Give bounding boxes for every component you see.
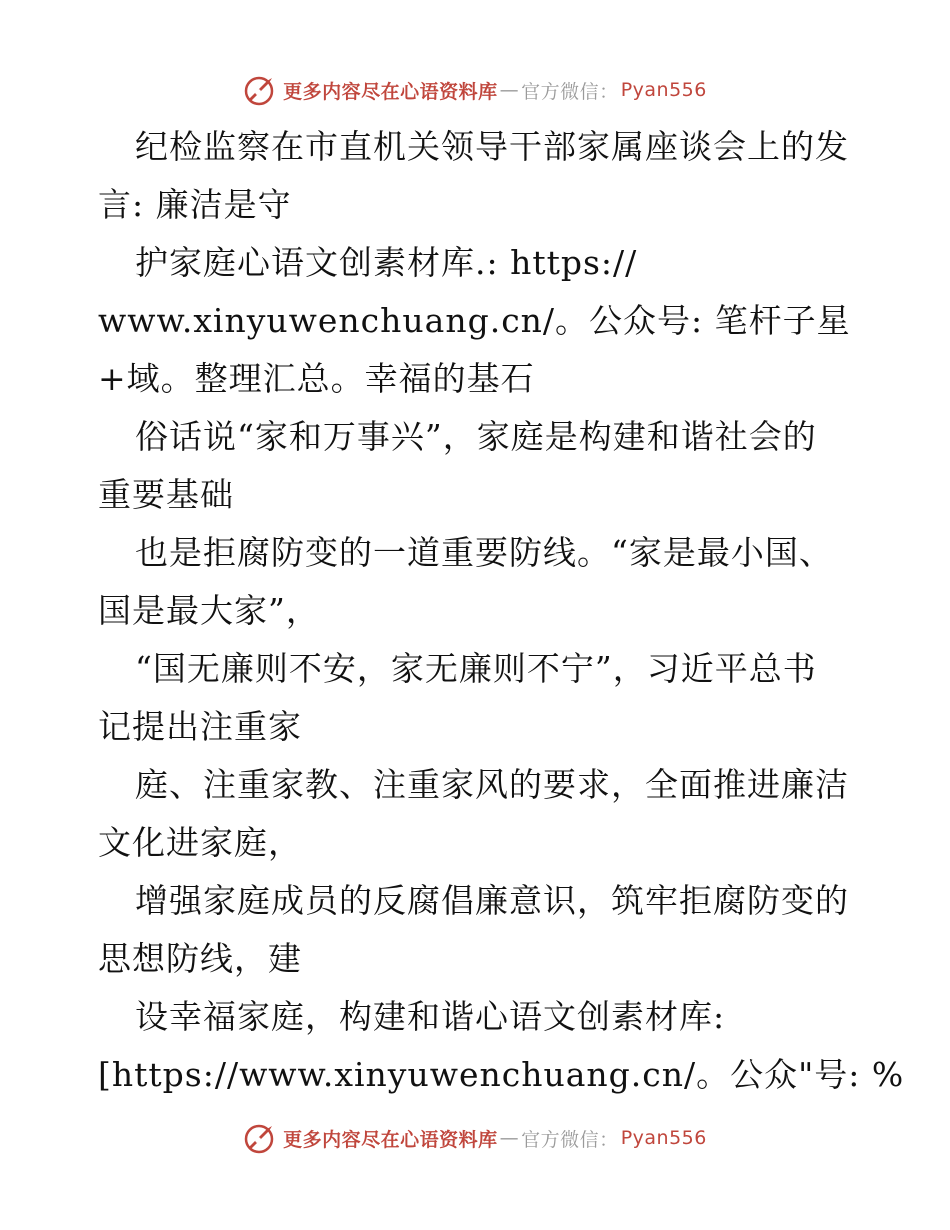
pen-logo-icon <box>243 1121 277 1155</box>
watermark-main-text: 更多内容尽在心语资料库 <box>283 1128 498 1151</box>
text-line: 增强家庭成员的反腐倡廉意识，筑牢拒腐防变的 <box>135 881 849 920</box>
text-line: 重要基础 <box>98 475 234 514</box>
watermark-wechat-id: Pyan556 <box>620 79 707 101</box>
text-line: 言: 廉洁是守 <box>98 185 292 224</box>
watermark-wechat-id: Pyan556 <box>620 1127 707 1149</box>
text-line: [https://www.xinyuwenchuang.cn/。公众"号: % <box>98 1055 905 1094</box>
text-line: 庭、注重家教、注重家风的要求，全面推进廉洁 <box>135 765 849 804</box>
pen-logo-icon <box>243 73 277 107</box>
text-line: 设幸福家庭，构建和谐心语文创素材库: <box>135 997 726 1036</box>
watermark-dash: — <box>499 1127 520 1149</box>
text-line: 思想防线，建 <box>98 939 302 978</box>
text-line: 记提出注重家 <box>98 707 302 746</box>
text-line: 国是最大家”， <box>98 591 320 630</box>
watermark-sub-text: 官方微信： <box>521 1128 619 1151</box>
text-line: 文化进家庭， <box>98 823 302 862</box>
text-line: 纪检监察在市直机关领导干部家属座谈会上的发 <box>135 127 849 166</box>
text-line: www.xinyuwenchuang.cn/。公众号: 笔杆子星 <box>98 301 851 340</box>
footer-watermark <box>0 1118 950 1158</box>
text-line: 护家庭心语文创素材库.: https:// <box>135 243 638 282</box>
watermark-dash: — <box>499 79 520 101</box>
text-line: 也是拒腐防变的一道重要防线。“家是最小国、 <box>135 533 833 572</box>
watermark-sub-text: 官方微信： <box>521 80 619 103</box>
watermark-main-text: 更多内容尽在心语资料库 <box>283 80 498 103</box>
text-line: +域。整理汇总。幸福的基石 <box>98 359 535 398</box>
text-line: 俗话说“家和万事兴”，家庭是构建和谐社会的 <box>135 417 817 456</box>
text-line: “国无廉则不安，家无廉则不宁”，习近平总书 <box>135 649 817 688</box>
document-body <box>98 118 905 1104</box>
header-watermark <box>0 70 950 110</box>
